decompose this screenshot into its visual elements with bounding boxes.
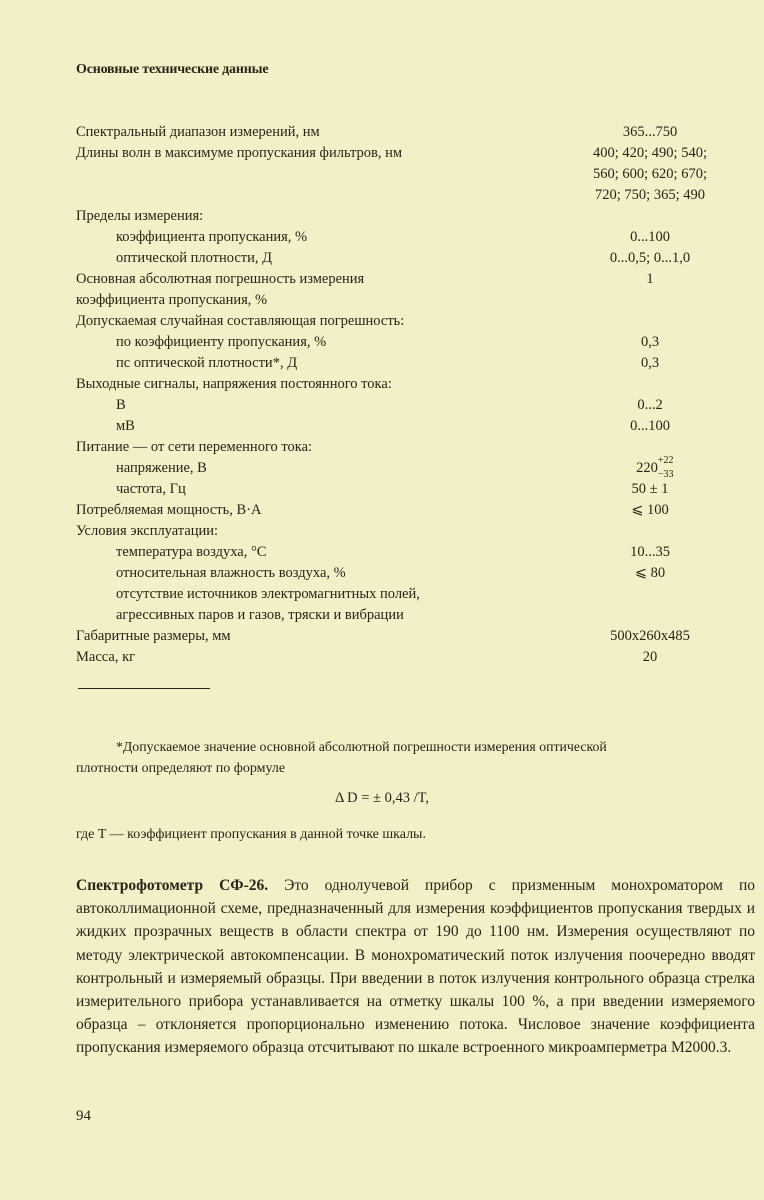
spec-label: температура воздуха, °С (116, 544, 267, 560)
paragraph-title: Спектрофотометр СФ-26. (76, 877, 269, 894)
spec-value: 400; 420; 490; 540; (593, 145, 707, 161)
spec-label: Условия эксплуатации: (76, 523, 219, 539)
spec-label: агрессивных паров и газов, тряски и вибрации (116, 607, 404, 623)
spec-value-group (540, 143, 760, 206)
page-number: 94 (76, 1108, 91, 1124)
spec-label: отсутствие источников электромагнитных полей, (116, 586, 420, 602)
spec-value: 560; 600; 620; 670; (593, 166, 707, 182)
spec-value: 720; 750; 365; 490 (595, 187, 705, 203)
spec-value: 10...35 (630, 544, 670, 560)
section-heading: Основные технические данные (76, 62, 269, 77)
spec-value: 0...2 (637, 397, 663, 413)
spec-label: коэффициента пропускания, % (76, 292, 268, 308)
spec-label: напряжение, В (116, 460, 207, 476)
footnote-line: плотности определяют по формуле (76, 761, 286, 776)
spec-value: 500x260x485 (610, 628, 690, 644)
spec-value: 0...100 (630, 418, 670, 434)
voltage-minus-tolerance: −33 (657, 469, 674, 480)
spec-label: Потребляемая мощность, В·А (76, 502, 262, 518)
footnote-divider (78, 688, 210, 689)
spec-value: 20 (642, 649, 658, 665)
footnote-line: *Допускаемое значение основной абсолютной погрешности измерения оптической (116, 739, 607, 754)
spec-value: ⩽ 100 (631, 502, 669, 518)
spec-value: ⩽ 80 (634, 565, 666, 581)
spec-label: Длины волн в максимуме пропускания фильтров, нм (76, 145, 403, 161)
footnote-where: где T — коэффициент пропускания в данной точке шкалы. (76, 827, 426, 842)
spec-value: 0...100 (630, 229, 670, 245)
spec-label: Спектральный диапазон измерений, нм (76, 124, 320, 140)
spec-value: 1 (646, 271, 654, 287)
spec-label: Габаритные размеры, мм (76, 628, 231, 644)
spec-label: Пределы измерения: (76, 208, 204, 224)
spec-label: по коэффициенту пропускания, % (116, 334, 327, 350)
spec-value: 50 ± 1 (631, 481, 669, 497)
spec-label: Питание — от сети переменного тока: (76, 439, 313, 455)
voltage-plus-tolerance: +22 (657, 455, 674, 466)
spec-value: 0...0,5; 0...1,0 (609, 250, 691, 266)
spec-value: 0,3 (640, 334, 660, 350)
paragraph-text: Это однолучевой прибор с призменным монохроматором по автоколлимационной схеме, предназначенный для измерения коэффициентов пропускания твердых и жидких прозрачных веществ в области спектра от 190 до 1100 нм. Измерения осуществляют по методу электрической автокомпенсации. В монохроматический поток излучения поочередно вводят контрольный и измеряемый образцы. При введении в поток излучения контрольного образца стрелка измерительного прибора устанавливается на отметку шкалы 100 %, а при введении измеряемого образца – отклоняется пропорционально изменению потока. Числовое значение коэффициента пропускания измеряемого образца отсчитывают по шкале встроенного микроамперметра М2000.3. (76, 877, 755, 1057)
spec-label: пс оптической плотности*, Д (116, 355, 298, 371)
spec-value: 0,3 (640, 355, 660, 371)
spec-label: Выходные сигналы, напряжения постоянного тока: (76, 376, 392, 392)
spec-label: оптической плотности, Д (116, 250, 273, 266)
voltage-value: 220 (636, 460, 658, 476)
spec-label: частота, Гц (116, 481, 186, 497)
spec-value (548, 455, 764, 480)
voltage-tolerance (657, 455, 680, 480)
spec-label: Допускаемая случайная составляющая погрешность: (76, 313, 405, 329)
spec-value: 365...750 (622, 124, 678, 140)
spec-label: Масса, кг (76, 649, 136, 665)
spec-label: относительная влажность воздуха, % (116, 565, 346, 581)
spec-label: коэффициента пропускания, % (116, 229, 308, 245)
footnote-formula: Δ D = ± 0,43 /T, (334, 790, 430, 806)
spec-label: Основная абсолютная погрешность измерения (76, 271, 365, 287)
body-paragraph (76, 874, 755, 1060)
spec-label: В (116, 397, 126, 413)
spec-label: мВ (116, 418, 135, 434)
